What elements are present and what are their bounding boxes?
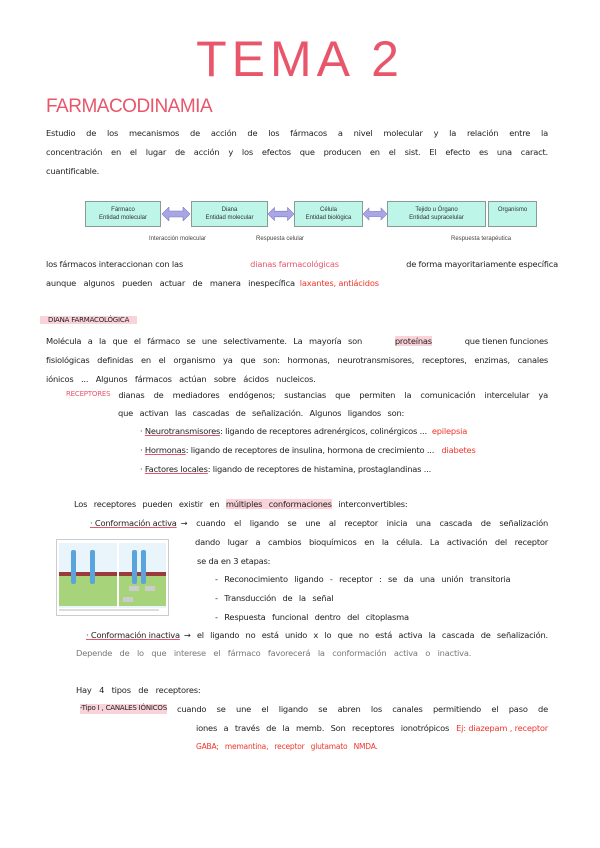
paragraph-line: iónicos ... Algunos fármacos actúan sobre ácidos nucleicos. [46,374,316,384]
subsection-heading: DIANA FARMACOLÓGICA [40,316,137,324]
paragraph-line: se da en 3 etapas: [197,556,271,566]
list-item: · Hormonas: ligando de receptores de insulina, hormona de crecimiento ... diabetes [140,445,476,455]
page-title: TEMA 2 [196,31,404,87]
paragraph-line: aunque algunos pueden actuar de manera inespecífica laxantes, antiácidos [46,278,379,288]
double-arrow-icon [162,207,190,221]
diagram-box-tejido: Tejido u Órgano Entidad supracelular [387,201,486,227]
paragraph-line: los fármacos interaccionan con las dianas farmacológicas de forma mayoritariamente específica [46,259,558,269]
paragraph-line: Depende de lo que interese el fármaco favorecerá la conformación activa o inactiva. [76,648,472,658]
paragraph-line: fisiológicas definidas en el organismo ya que son: hormonas, neurotransmisores, receptores, enzimas, canales [46,355,548,365]
list-item: - Respuesta funcional dentro del citoplasma [215,612,409,622]
diagram-label: Respuesta celular [256,236,305,242]
list-item: - Reconocimiento ligando - receptor : se da una unión transitoria [215,574,511,584]
list-item: · Neurotransmisores: ligando de receptores adrenérgicos, colinérgicos ... epilepsia [140,426,468,436]
paragraph-line: RECEPTORES dianas de mediadores endógenos; sustancias que permiten la comunicación intercelular ya [66,390,548,400]
diagram-box-diana: Diana Entidad molecular [191,201,268,227]
intro-line: concentración en el lugar de acción y los efectos que producen en el sist. El efecto es una caract. [46,147,548,157]
diagram-label: Respuesta terapéutica [451,236,512,242]
paragraph-line: iones a través de la memb. Son receptores ionotrópicos Ej: diazepam , receptor [196,723,548,733]
paragraph-line: Molécula a la que el fármaco se une selectivamente. La mayoría son proteínas que tienen funciones [46,336,548,346]
diagram-box-organismo: Organismo [488,201,537,227]
double-arrow-icon [363,207,387,221]
intro-line: cuantificable. [46,166,100,176]
diagram-label: Interacción molecular [149,236,207,242]
paragraph-line: · Conformación inactiva → el ligando no está unido x lo que no está activa la cascada de señalización. [86,630,548,640]
paragraph-line: · Conformación activa → cuando el ligando se une al receptor inicia una cascada de señalización [90,518,548,528]
receptor-illustration [56,539,169,616]
intro-line: Estudio de los mecanismos de acción de los fármacos a nivel molecular y la relación entre la [46,128,548,138]
paragraph-line: que activan las cascadas de señalización. Algunos ligandos son: [118,408,405,418]
double-arrow-icon [268,207,294,221]
double-arrow-icon [466,207,488,221]
section-heading: FARMACODINAMIA [46,96,213,117]
list-item: · Factores locales: ligando de receptores de histamina, prostaglandinas ... [140,464,432,474]
paragraph-line: Los receptores pueden existir en múltiples conformaciones interconvertibles: [74,499,408,509]
paragraph-line: -Tipo I , CANALES IÓNICOS cuando se une el ligando se abren los canales permitiendo el paso de [80,704,548,714]
diagram-box-celula: Célula Entidad biológica [294,201,363,227]
paragraph-line: Hay 4 tipos de receptores: [76,685,201,695]
paragraph-line: dando lugar a cambios bioquímicos en la célula. La activación del receptor [195,537,548,547]
diagram-box-farmaco: Fármaco Entidad molecular [85,201,161,227]
list-item: - Transducción de la señal [215,593,334,603]
paragraph-line: GABA; memantina, receptor glutamato NMDA. [196,742,378,751]
